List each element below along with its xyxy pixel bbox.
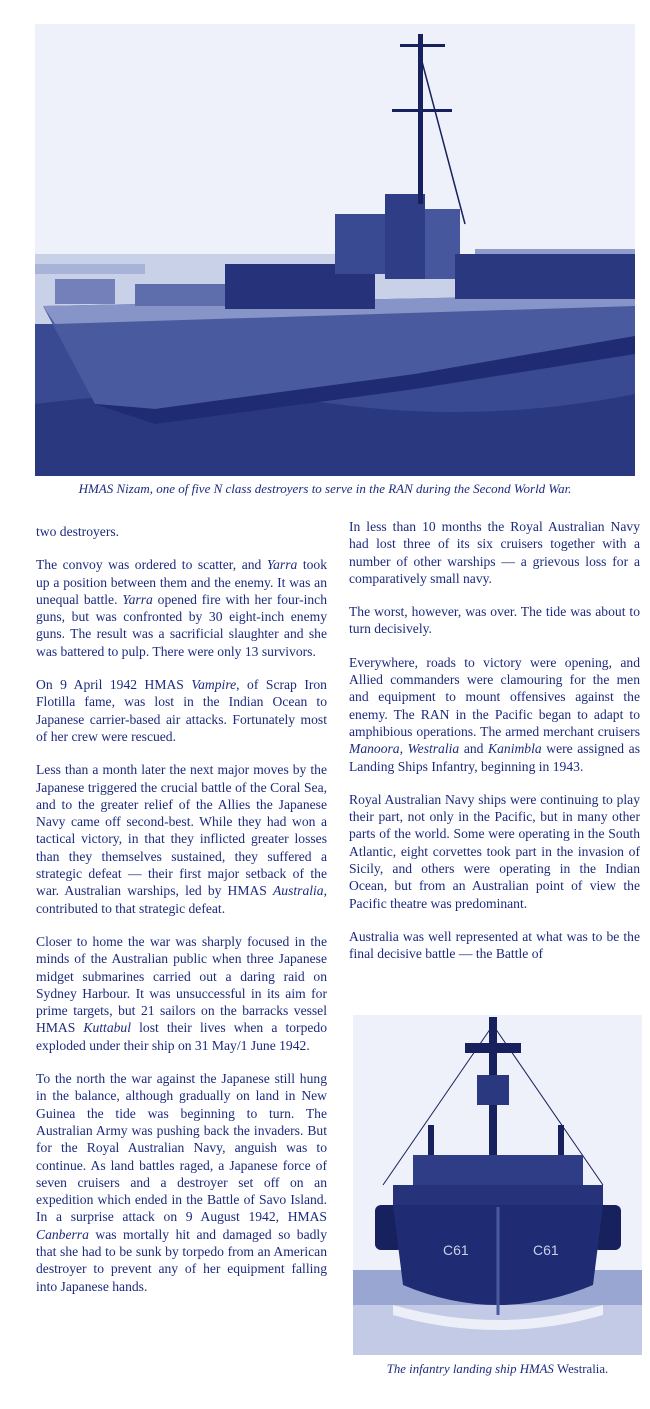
left-paragraph-6 — [36, 1070, 327, 1295]
caption-bottom-ship: Westralia. — [557, 1362, 609, 1376]
right-column — [349, 518, 640, 963]
right-p4-text: Royal Australian Navy ships were continuing to play their part, not only in the Pacific, but in many other parts of the world. Some were operating in the South Atlantic, eight corvettes took part in the invasion of Sicily, and others were operating in the Indian Ocean, but from an Australian point of view the Pacific theatre was predominant. — [349, 791, 640, 911]
left-p2-yarra-2: Yarra — [122, 591, 153, 607]
left-p6-c: was mortally hit and damaged so badly that she had to be sunk by torpedo from an American destroyer to prevent any of her equipment falling into Japanese hands. — [36, 1226, 327, 1294]
left-p4-australia: Australia — [272, 883, 324, 899]
right-paragraph-5 — [349, 928, 640, 963]
hull-number-left: C61 — [443, 1242, 469, 1258]
left-column — [36, 523, 327, 1295]
right-paragraph-2 — [349, 603, 640, 638]
caption-bottom — [353, 1362, 642, 1377]
left-p3-a: On 9 April 1942 HMAS — [36, 677, 192, 693]
left-p5-kuttabul: Kuttabul — [83, 1020, 132, 1036]
left-p4-a: Less than a month later the next major moves by the Japanese triggered the crucial battle of the Coral Sea, and to the greater relief of the Allies the Japanese Navy came off second-best. While they had won a tactical victory, in that they inflicted greater losses than they themselves sustained, they suffered a strategic defeat — their first major setback of the war. Australian warships, led by HMAS — [36, 762, 327, 899]
right-paragraph-3 — [349, 654, 640, 775]
left-p2-c: took up a position between them and the enemy. It was an unequal battle. — [36, 557, 327, 607]
left-p3-vampire: Vampire — [191, 677, 237, 693]
left-p5-a: Closer to home the war was sharply focused in the minds of the Australian public when three Japanese midget submarines carried out a daring raid on Sydney Harbour. It was unsuccessful in its aim for prime targets, but 21 sailors on the barracks vessel HMAS — [36, 933, 327, 1036]
left-paragraph-1 — [36, 523, 327, 540]
left-paragraph-5 — [36, 933, 327, 1054]
left-paragraph-4 — [36, 761, 327, 917]
caption-top-text: one of five N class destroyers to serve in the RAN during the Second World War. — [152, 481, 572, 496]
left-p2-a: The convoy was ordered to scatter, and — [36, 557, 267, 573]
caption-bottom-text: The infantry landing ship HMAS — [386, 1362, 558, 1376]
left-p3-c: , of Scrap Iron Flotilla fame, was lost in the Indian Ocean to Japanese carrier-based air attacks. Fortunately most of her crew were rescued. — [36, 677, 327, 744]
left-paragraph-3 — [36, 676, 327, 745]
hull-number-right: C61 — [533, 1242, 559, 1258]
left-p6-canberra: Canberra — [36, 1226, 89, 1242]
left-paragraph-2 — [36, 556, 327, 660]
left-p2-e: opened fire with her four-inch guns, but was confronted by 30 eight-inch enemy guns. The result was a sacrificial slaughter and she was battered to pulp. There were only 13 survivors. — [36, 591, 328, 659]
destroyer-illustration — [35, 24, 635, 476]
left-p1-text: two destroyers. — [36, 524, 120, 539]
right-p3-e: were assigned as Landing Ships Infantry, beginning in 1943. — [349, 741, 641, 774]
right-p3-a: Everywhere, roads to victory were opening, and Allied commanders were clamouring for the men and equipment to mount offensives against the enemy. The RAN in the Pacific began to adapt to amphibious operations. The armed merchant cruisers — [349, 654, 640, 739]
left-p2-yarra: Yarra — [266, 557, 298, 573]
right-p3-ships: Manoora, Westralia — [349, 741, 460, 757]
right-p5-text: Australia was well represented at what was to be the final decisive battle — the Battle of — [349, 928, 640, 962]
right-p2-text: The worst, however, was over. The tide was about to turn decisively. — [349, 604, 640, 637]
left-p5-c: lost their lives when a torpedo exploded under their ship on 31 May/1 June 1942. — [36, 1020, 328, 1053]
right-paragraph-1 — [349, 518, 640, 587]
right-p3-kanimbla: Kanimbla — [488, 741, 542, 757]
photo-hmas-westralia — [353, 1015, 642, 1355]
photo-hmas-nizam — [35, 24, 635, 476]
caption-top-ship: HMAS Nizam, — [78, 481, 153, 496]
left-p6-a: To the north the war against the Japanese still hung in the balance, although gradually on land in New Guinea the tide was beginning to turn. The Australian Army was pushing back the invaders. But for the Royal Australian Navy, anguish was to continue. As land battles raged, a Japanese force of seven cruisers and a destroyer set off on an expedition which ended in the Battle of Savo Island. In a surprise attack on 9 August 1942, HMAS — [36, 1071, 327, 1225]
right-paragraph-4 — [349, 791, 640, 912]
landing-ship-illustration — [353, 1015, 642, 1355]
right-p1-text: In less than 10 months the Royal Australian Navy had lost three of its six cruisers together with a number of other warships — a grievous loss for a comparatively small navy. — [349, 519, 640, 586]
left-p4-c: , contributed to that strategic defeat. — [36, 883, 327, 916]
caption-top — [0, 481, 650, 497]
right-p3-c: and — [459, 741, 489, 757]
